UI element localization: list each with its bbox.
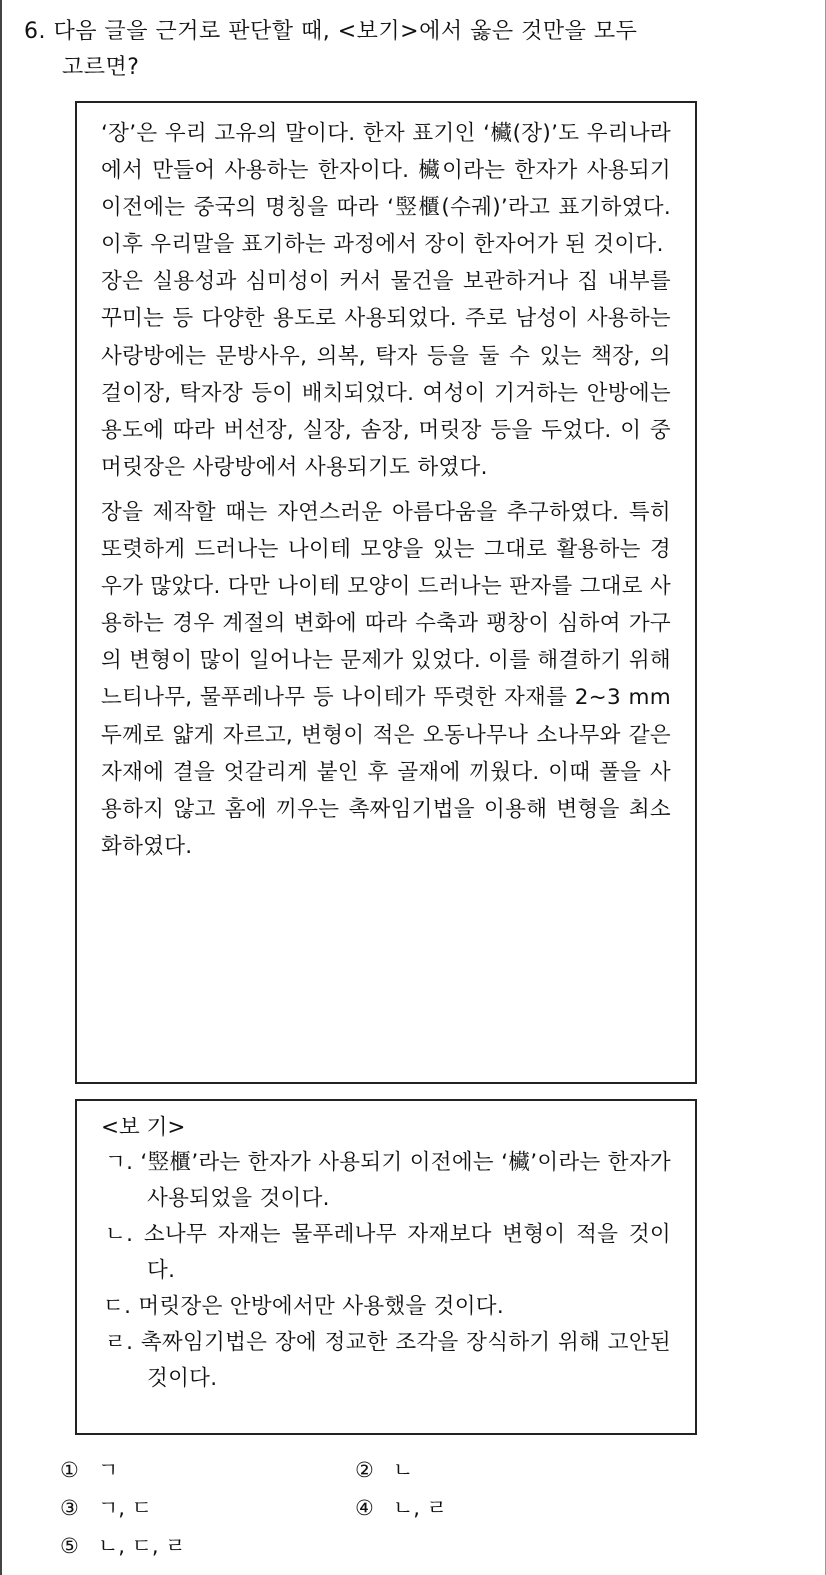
answer-choice-1[interactable] — [60, 1454, 118, 1484]
bogi-item-text: ‘竪櫃’라는 한자가 사용되기 이전에는 ‘欌’이라는 한자가 사용되었을 것이다. — [140, 1150, 671, 1211]
answer-choice-5[interactable] — [60, 1530, 186, 1560]
bogi-item-text: 머릿장은 안방에서만 사용했을 것이다. — [138, 1294, 505, 1319]
choice-text: ㄱ — [98, 1458, 119, 1482]
choice-number: ④ — [355, 1496, 374, 1520]
question-number: 6. — [24, 19, 46, 44]
bogi-item-rieul — [101, 1325, 671, 1397]
passage-paragraph-2: 장은 실용성과 심미성이 커서 물건을 보관하거나 집 내부를 꾸미는 등 다양한 용도로 사용되었다. 주로 남성이 사용하는 사랑방에는 문방사우, 의복, 탁자 등을 둘 수 있는 책장, 의걸이장, 탁자장 등이 배치되었다. 여성이 기거하는 안방에는 용도에 따라 버선장, 실장, 솜장, 머릿장 등을 두었다. 이 중 머릿장은 사랑방에서 사용되기도 하였다. — [101, 269, 671, 480]
question-text-line2: 고르면? — [62, 55, 140, 80]
reading-passage — [75, 101, 697, 1084]
answer-choice-4[interactable] — [355, 1492, 447, 1522]
bogi-item-giyeok — [101, 1145, 671, 1217]
choice-text: ㄱ, ㄷ — [98, 1496, 152, 1520]
bogi-item-label: ㄴ. — [105, 1222, 134, 1247]
bogi-item-label: ㄹ. — [105, 1330, 134, 1355]
bogi-item-digeut — [101, 1289, 671, 1325]
bogi-title: <보 기> — [101, 1115, 186, 1140]
passage-paragraph-3: 장을 제작할 때는 자연스러운 아름다움을 추구하였다. 특히 또렷하게 드러나는 나이테 모양을 있는 그대로 활용하는 경우가 많았다. 다만 나이테 모양이 드러나는 판자를 그대로 사용하는 경우 계절의 변화에 따라 수축과 팽창이 심하여 가구의 변형이 많이 일어나는 문제가 있었다. 이를 해결하기 위해 느티나무, 물푸레나무 등 나이테가 뚜렷한 자재를 2~3 mm 두께로 얇게 자르고, 변형이 적은 오동나무나 소나무와 같은 자재에 결을 엇갈리게 붙인 후 골재에 끼웠다. 이때 풀을 사용하지 않고 홈에 끼우는 촉짜임기법을 이용해 변형을 최소화하였다. — [101, 499, 671, 859]
choice-number: ⑤ — [60, 1534, 79, 1558]
answer-choice-3[interactable] — [60, 1492, 152, 1522]
bogi-item-label: ㄷ. — [103, 1294, 132, 1319]
choice-number: ② — [355, 1458, 374, 1482]
question-stem — [24, 14, 794, 86]
choice-text: ㄴ — [393, 1458, 414, 1482]
choice-number: ① — [60, 1458, 79, 1482]
answer-choice-2[interactable] — [355, 1454, 413, 1484]
choice-text: ㄴ, ㄷ, ㄹ — [98, 1534, 186, 1558]
bogi-item-label: ㄱ. — [105, 1150, 134, 1175]
question-text-line1: 다음 글을 근거로 판단할 때, <보기>에서 옳은 것만을 모두 — [53, 19, 638, 44]
choice-number: ③ — [60, 1496, 79, 1520]
bogi-item-nieun — [101, 1217, 671, 1289]
bogi-box — [75, 1099, 697, 1435]
passage-paragraph-1: ‘장’은 우리 고유의 말이다. 한자 표기인 ‘欌(장)’도 우리나라에서 만들어 사용하는 한자이다. 欌이라는 한자가 사용되기 이전에는 중국의 명칭을 따라 ‘竪櫃(수궤)’라고 표기하였다. 이후 우리말을 표기하는 과정에서 장이 한자어가 된 것이다. — [101, 121, 671, 258]
choice-text: ㄴ, ㄹ — [393, 1496, 447, 1520]
bogi-item-text: 촉짜임기법은 장에 정교한 조각을 장식하기 위해 고안된 것이다. — [140, 1330, 671, 1391]
bogi-item-text: 소나무 자재는 물푸레나무 자재보다 변형이 적을 것이다. — [143, 1222, 671, 1283]
